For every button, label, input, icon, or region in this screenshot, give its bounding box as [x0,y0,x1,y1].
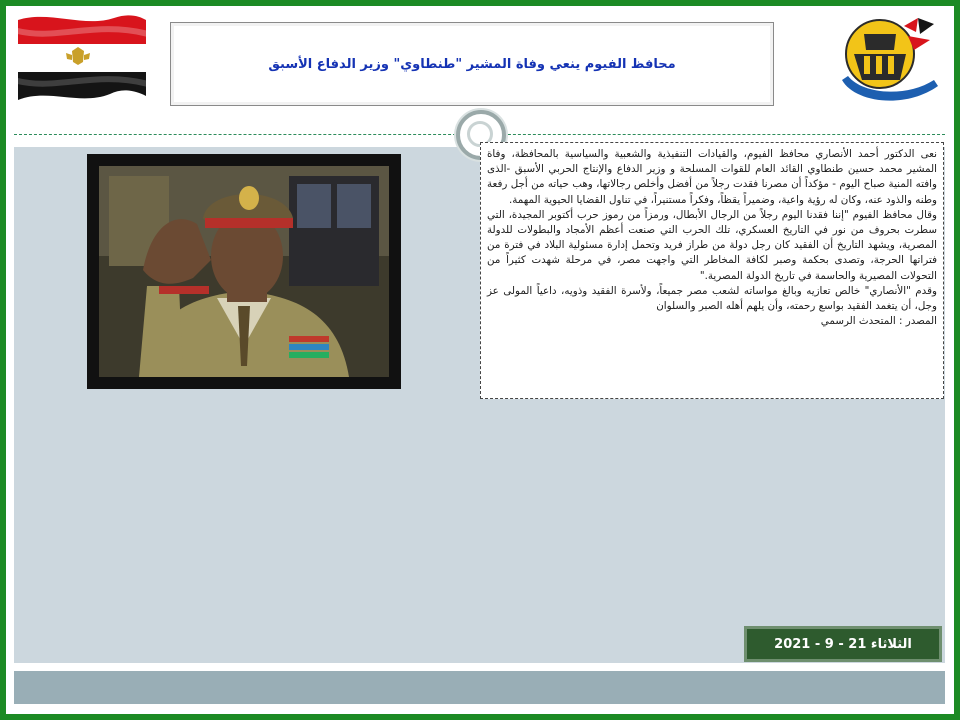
date-badge [744,626,942,662]
footer-band [14,671,945,704]
fayoum-governorate-logo-icon [834,10,946,104]
article-paragraph: نعى الدكتور أحمد الأنصاري محافظ الفيوم، والقيادات التنفيذية والشعبية والسياسية بالمحافظة، وفاة المشير محمد حسين طنطاوي القائد العام للقوات المسلحة و وزير الدفاع والإنتاج الحربي الأسبق -الذى وافته المنية صباح اليوم - مؤكداً أن مصرنا فقدت رجلاً من أفضل وأخلص رجالاتها، وهب حياته من أجل رفعة وطنه والذود عنه، وكان له رؤية واعية، وضميراً يقظاً، وفكراً مستنيراً، في تناول القضايا الحيوية المهمة. [487,148,937,206]
date-text: الثلاثاء 21 - 9 - 2021 [774,636,912,652]
article-paragraph: وقدم "الأنصاري" خالص تعازيه وبالغ مواساته لشعب مصر جميعاً، ولأسرة الفقيد وذويه، داعياً المولى عز وجل، أن يتغمد الفقيد بواسع رحمته، وأن يلهم أهله الصبر والسلوان [487,284,937,313]
page-title: محافظ الفيوم ينعي وفاة المشير "طنطاوي" وزير الدفاع الأسبق [268,56,676,72]
article-source: المصدر : المتحدث الرسمي [820,315,937,328]
title-box [170,22,774,106]
article-text [480,142,944,399]
egypt-flag-icon [14,10,148,104]
news-photo [87,154,401,389]
article-paragraph: وقال محافظ الفيوم "إننا فقدنا اليوم رجلاً من الرجال الأبطال، ورمزاً من رموز حرب أكتوبر المجيدة، التي سطرت بحروف من نور في التاريخ العسكري، تلك الحرب التي صنعت أعظم الأمجاد والبطولات للدولة المصرية، ويشهد التاريخ أن الفقيد كان رجل دولة من طراز فريد وتحمل إدارة مسئولية البلاد في فترة من فتراتها الحرجة، وتصدى بحكمة وصبر لكافة المخاطر التي واجهت مصر، في مرحلة شهدت كثيراً من التحولات المصيرية والحاسمة في تاريخ الدولة المصرية." [487,208,937,282]
